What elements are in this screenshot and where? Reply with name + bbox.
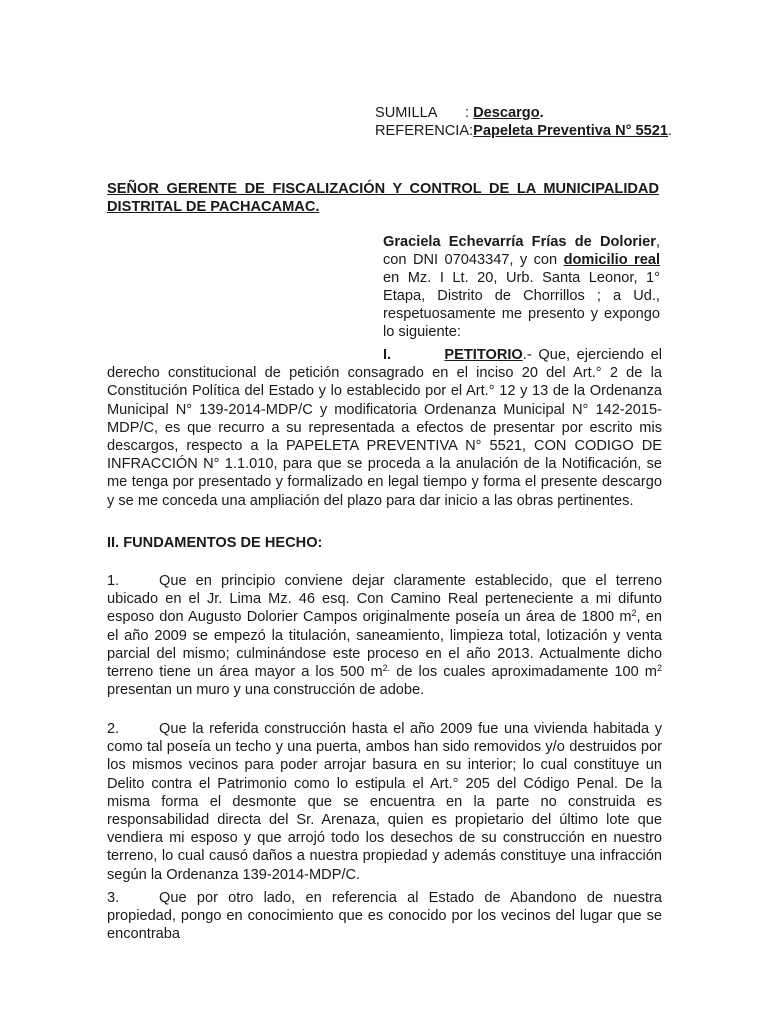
petitorio-title: PETITORIO — [444, 347, 523, 363]
paragraph-text: , en el año 2009 se empezó la titulación, saneamiento, limpieza total, lotización y venta parcial del mismo; culminándose este proceso en el año 2013. Actualmente dicho terreno tiene un área mayor a los 500 m — [107, 609, 663, 681]
paragraph-text: de los cuales aproximadamente 100 m — [390, 664, 657, 681]
superscript: 2 — [631, 608, 637, 619]
sumilla-value: Descargo — [473, 105, 540, 121]
superscript: 2. — [382, 663, 391, 674]
superscript: 2 — [656, 663, 662, 674]
paragraph-text: presentan un muro y una construcción de adobe. — [107, 682, 425, 699]
paragraph-2 — [107, 720, 662, 884]
paragraph-text: Que por otro lado, en referencia al Estado de Abandono de nuestra propiedad, pongo en conocimiento que es conocido por los vecinos del lugar que se encontraba — [107, 890, 662, 943]
domicilio-real: domicilio real — [563, 252, 661, 269]
paragraph-number: 2. — [107, 721, 120, 737]
petitorio-section — [107, 346, 662, 510]
fundamentos-heading: II. FUNDAMENTOS DE HECHO: — [107, 535, 323, 551]
referencia-label: REFERENCIA: — [375, 123, 474, 140]
paragraph-text: Que la referida construcción hasta el año 2009 fue una vivienda habitada y como tal poseía un techo y una puerta, ambos han sido removidos y/o destruidos por los mismos vecinos para poder arrojar basura en su interior; lo cual constituye un Delito contra el Patrimonio como lo estipula el Art.° 205 del Código Penal. De la misma forma el desmonte que se encuentra en la parte no construida es responsabilidad directa del Sr. Arenaza, quien es propietario del último lote que vendiera mi esposo y que arrojó todo los desechos de su construcción en nuestro terreno, lo cual causó daños a nuestra propiedad y además constituye una infracción según la Ordenanza 139-2014-MDP/C. — [107, 721, 662, 883]
petitorio-lead: .- Que, ejerciendo el — [522, 347, 663, 363]
petitorio-numeral: I. — [383, 347, 392, 363]
referencia-value: Papeleta Preventiva N° 5521 — [473, 123, 668, 140]
paragraph-number: 1. — [107, 573, 120, 589]
petitorio-first-line — [107, 346, 662, 364]
party-intro — [383, 233, 660, 342]
sumilla-separator: : — [465, 105, 474, 121]
paragraph-1 — [107, 572, 662, 699]
sumilla-line — [375, 104, 672, 122]
party-text-1: , con DNI 07043347, y con — [383, 234, 660, 269]
party-name: Graciela Echevarría Frías de Dolorier — [383, 234, 656, 250]
sumilla-end: . — [539, 105, 544, 121]
addressee-heading: SEÑOR GERENTE DE FISCALIZACIÓN Y CONTROL DE LA MUNICIPALIDAD DISTRITAL DE PACHACAMAC. — [107, 181, 659, 216]
paragraph-3 — [107, 889, 662, 944]
referencia-line — [375, 122, 672, 140]
referencia-end: . — [667, 123, 673, 140]
paragraph-number: 3. — [107, 890, 120, 906]
paragraph-text: Que en principio conviene dejar claramente establecido, que el terreno ubicado en el Jr. Lima Mz. 46 esq. Con Camino Real perteneciente a mi difunto esposo don Augusto Dolorier Campos originalmente poseía un área de 1800 m — [107, 573, 662, 626]
party-text-2: en Mz. I Lt. 20, Urb. Santa Leonor, 1° Etapa, Distrito de Chorrillos ; a Ud., respetuosamente me presento y expongo lo siguiente: — [383, 270, 660, 341]
petitorio-body: derecho constitucional de petición consagrado en el inciso 20 del Art.° 2 de la Constitución Política del Estado y lo establecido por el Art.° 12 y 13 de la Ordenanza Municipal N° 139-2014-MDP/C y modificatoria Ordenanza Municipal N° 142-2015-MDP/C, es que recurro a su representada a efectos de presentar por escrito mis descargos, respecto a la PAPELETA PREVENTIVA N° 5521, CON CODIGO DE INFRACCIÓN N° 1.1.010, para que se proceda a la anulación de la Notificación, se me tenga por presentado y formalizado en legal tiempo y forma el presente descargo y se me conceda una ampliación del plazo para dar inicio a las obras pertinentes. — [107, 365, 662, 509]
document-header — [375, 104, 672, 140]
sumilla-label: SUMILLA — [375, 105, 438, 121]
